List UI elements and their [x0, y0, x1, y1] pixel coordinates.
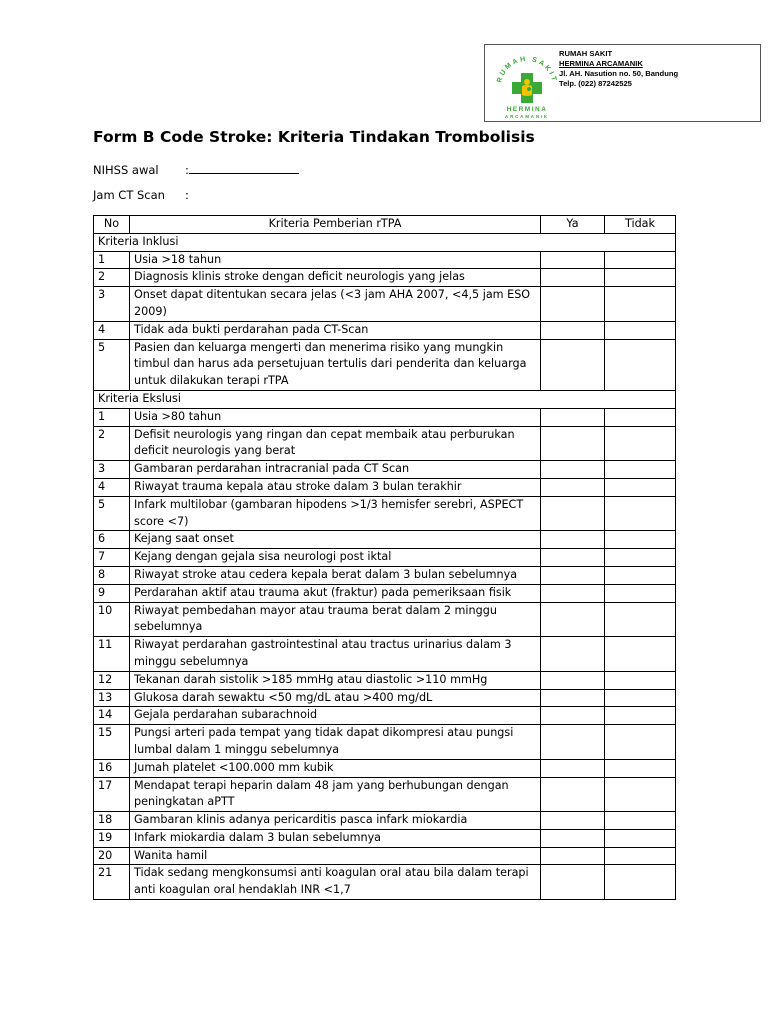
ya-checkbox-cell[interactable] [541, 496, 605, 531]
criteria-text: Kejang dengan gejala sisa neurologi post iktal [130, 549, 541, 567]
ya-checkbox-cell[interactable] [541, 602, 605, 637]
exclusion-row [94, 426, 676, 461]
row-number: 8 [94, 566, 130, 584]
row-number: 16 [94, 759, 130, 777]
ya-checkbox-cell[interactable] [541, 847, 605, 865]
exclusion-row [94, 496, 676, 531]
ya-checkbox-cell[interactable] [541, 566, 605, 584]
tidak-checkbox-cell[interactable] [605, 478, 676, 496]
logo-arcamanik-text: ARCAMANIK [505, 114, 549, 119]
row-number: 2 [94, 426, 130, 461]
row-number: 1 [94, 251, 130, 269]
ya-checkbox-cell[interactable] [541, 426, 605, 461]
row-number: 21 [94, 865, 130, 900]
criteria-text: Tidak ada bukti perdarahan pada CT-Scan [130, 321, 541, 339]
ya-checkbox-cell[interactable] [541, 287, 605, 322]
tidak-checkbox-cell[interactable] [605, 671, 676, 689]
criteria-text: Usia >80 tahun [130, 408, 541, 426]
criteria-text: Pasien dan keluarga mengerti dan menerima risiko yang mungkin timbul dan harus ada persetujuan tertulis dari penderita dan keluarga untuk dilakukan terapi rTPA [130, 339, 541, 390]
hospital-phone: Telp. (022) 87242525 [559, 79, 632, 88]
header-ya: Ya [541, 216, 605, 234]
nihss-input-line[interactable] [189, 161, 299, 174]
header-criteria: Kriteria Pemberian rTPA [130, 216, 541, 234]
ya-checkbox-cell[interactable] [541, 584, 605, 602]
criteria-text: Infark miokardia dalam 3 bulan sebelumnya [130, 829, 541, 847]
category-row [94, 233, 676, 251]
criteria-table-body [94, 233, 676, 899]
tidak-checkbox-cell[interactable] [605, 847, 676, 865]
criteria-table [93, 215, 676, 900]
inclusion-row [94, 269, 676, 287]
ya-checkbox-cell[interactable] [541, 321, 605, 339]
row-number: 3 [94, 287, 130, 322]
exclusion-row [94, 531, 676, 549]
criteria-text: Jumah platelet <100.000 mm kubik [130, 759, 541, 777]
row-number: 10 [94, 602, 130, 637]
criteria-text: Kejang saat onset [130, 531, 541, 549]
ct-scan-field [93, 188, 189, 202]
category-title: Kriteria Inklusi [94, 233, 676, 251]
criteria-text: Glukosa darah sewaktu <50 mg/dL atau >400 mg/dL [130, 689, 541, 707]
row-number: 14 [94, 707, 130, 725]
tidak-checkbox-cell[interactable] [605, 777, 676, 812]
row-number: 4 [94, 478, 130, 496]
criteria-text: Perdarahan aktif atau trauma akut (fraktur) pada pemeriksaan fisik [130, 584, 541, 602]
tidak-checkbox-cell[interactable] [605, 531, 676, 549]
exclusion-row [94, 777, 676, 812]
inclusion-row [94, 321, 676, 339]
table-header-row [94, 216, 676, 234]
tidak-checkbox-cell[interactable] [605, 602, 676, 637]
row-number: 18 [94, 812, 130, 830]
tidak-checkbox-cell[interactable] [605, 759, 676, 777]
row-number: 15 [94, 725, 130, 760]
exclusion-row [94, 759, 676, 777]
row-number: 20 [94, 847, 130, 865]
row-number: 12 [94, 671, 130, 689]
ya-checkbox-cell[interactable] [541, 637, 605, 672]
exclusion-row [94, 829, 676, 847]
ya-checkbox-cell[interactable] [541, 461, 605, 479]
tidak-checkbox-cell[interactable] [605, 408, 676, 426]
ya-checkbox-cell[interactable] [541, 812, 605, 830]
row-number: 3 [94, 461, 130, 479]
exclusion-row [94, 566, 676, 584]
exclusion-row [94, 671, 676, 689]
category-row [94, 390, 676, 408]
ya-checkbox-cell[interactable] [541, 269, 605, 287]
hospital-name: HERMINA ARCAMANIK [559, 59, 643, 68]
tidak-checkbox-cell[interactable] [605, 461, 676, 479]
exclusion-row [94, 812, 676, 830]
nihss-field [93, 161, 299, 177]
logo-ring-text: RUMAH SAKIT [496, 55, 558, 84]
tidak-checkbox-cell[interactable] [605, 689, 676, 707]
tidak-checkbox-cell[interactable] [605, 496, 676, 531]
ct-scan-label: Jam CT Scan [93, 188, 165, 202]
exclusion-row [94, 865, 676, 900]
exclusion-row [94, 549, 676, 567]
tidak-checkbox-cell[interactable] [605, 321, 676, 339]
criteria-text: Gejala perdarahan subarachnoid [130, 707, 541, 725]
ya-checkbox-cell[interactable] [541, 408, 605, 426]
criteria-text: Pungsi arteri pada tempat yang tidak dapat dikompresi atau pungsi lumbal dalam 1 minggu sebelumnya [130, 725, 541, 760]
tidak-checkbox-cell[interactable] [605, 707, 676, 725]
inclusion-row [94, 251, 676, 269]
criteria-text: Riwayat perdarahan gastrointestinal atau tractus urinarius dalam 3 minggu sebelumnya [130, 637, 541, 672]
tidak-checkbox-cell[interactable] [605, 584, 676, 602]
row-number: 11 [94, 637, 130, 672]
exclusion-row [94, 637, 676, 672]
criteria-text: Onset dapat ditentukan secara jelas (<3 jam AHA 2007, <4,5 jam ESO 2009) [130, 287, 541, 322]
ya-checkbox-cell[interactable] [541, 689, 605, 707]
tidak-checkbox-cell[interactable] [605, 812, 676, 830]
row-number: 4 [94, 321, 130, 339]
exclusion-row [94, 584, 676, 602]
tidak-checkbox-cell[interactable] [605, 251, 676, 269]
row-number: 1 [94, 408, 130, 426]
tidak-checkbox-cell[interactable] [605, 566, 676, 584]
logo-hermina-text: HERMINA [506, 106, 548, 113]
exclusion-row [94, 408, 676, 426]
criteria-text: Diagnosis klinis stroke dengan deficit neurologis yang jelas [130, 269, 541, 287]
exclusion-row [94, 847, 676, 865]
criteria-text: Gambaran perdarahan intracranial pada CT Scan [130, 461, 541, 479]
row-number: 13 [94, 689, 130, 707]
nihss-label: NIHSS awal [93, 163, 159, 177]
ya-checkbox-cell[interactable] [541, 707, 605, 725]
tidak-checkbox-cell[interactable] [605, 637, 676, 672]
exclusion-row [94, 602, 676, 637]
hospital-header [484, 44, 761, 122]
ya-checkbox-cell[interactable] [541, 829, 605, 847]
inclusion-row [94, 339, 676, 390]
criteria-text: Mendapat terapi heparin dalam 48 jam yang berhubungan dengan peningkatan aPTT [130, 777, 541, 812]
ya-checkbox-cell[interactable] [541, 251, 605, 269]
hospital-info [559, 49, 759, 89]
exclusion-row [94, 725, 676, 760]
criteria-text: Tekanan darah sistolik >185 mmHg atau diastolic >110 mmHg [130, 671, 541, 689]
row-number: 19 [94, 829, 130, 847]
exclusion-row [94, 689, 676, 707]
tidak-checkbox-cell[interactable] [605, 829, 676, 847]
tidak-checkbox-cell[interactable] [605, 287, 676, 322]
row-number: 7 [94, 549, 130, 567]
criteria-text: Wanita hamil [130, 847, 541, 865]
hospital-address: Jl. AH. Nasution no. 50, Bandung [559, 69, 679, 78]
criteria-text: Defisit neurologis yang ringan dan cepat membaik atau perburukan deficit neurologis yang berat [130, 426, 541, 461]
criteria-text: Infark multilobar (gambaran hipodens >1/3 hemisfer serebri, ASPECT score <7) [130, 496, 541, 531]
ya-checkbox-cell[interactable] [541, 531, 605, 549]
tidak-checkbox-cell[interactable] [605, 269, 676, 287]
criteria-text: Riwayat pembedahan mayor atau trauma berat dalam 2 minggu sebelumnya [130, 602, 541, 637]
ya-checkbox-cell[interactable] [541, 759, 605, 777]
tidak-checkbox-cell[interactable] [605, 549, 676, 567]
header-no: No [94, 216, 130, 234]
criteria-text: Usia >18 tahun [130, 251, 541, 269]
criteria-text: Gambaran klinis adanya pericarditis pasca infark miokardia [130, 812, 541, 830]
ya-checkbox-cell[interactable] [541, 549, 605, 567]
ya-checkbox-cell[interactable] [541, 339, 605, 390]
criteria-text: Riwayat trauma kepala atau stroke dalam 3 bulan terakhir [130, 478, 541, 496]
tidak-checkbox-cell[interactable] [605, 339, 676, 390]
ya-checkbox-cell[interactable] [541, 478, 605, 496]
nihss-separator: : [185, 163, 189, 177]
ct-scan-separator: : [185, 188, 189, 202]
row-number: 2 [94, 269, 130, 287]
exclusion-row [94, 478, 676, 496]
ya-checkbox-cell[interactable] [541, 671, 605, 689]
exclusion-row [94, 461, 676, 479]
ya-checkbox-cell[interactable] [541, 865, 605, 900]
tidak-checkbox-cell[interactable] [605, 725, 676, 760]
row-number: 5 [94, 339, 130, 390]
criteria-text: Riwayat stroke atau cedera kepala berat dalam 3 bulan sebelumnya [130, 566, 541, 584]
exclusion-row [94, 707, 676, 725]
row-number: 5 [94, 496, 130, 531]
hospital-type: RUMAH SAKIT [559, 49, 613, 58]
header-tidak: Tidak [605, 216, 676, 234]
category-title: Kriteria Ekslusi [94, 390, 676, 408]
row-number: 17 [94, 777, 130, 812]
ya-checkbox-cell[interactable] [541, 777, 605, 812]
row-number: 6 [94, 531, 130, 549]
ya-checkbox-cell[interactable] [541, 725, 605, 760]
hospital-logo [491, 47, 563, 119]
tidak-checkbox-cell[interactable] [605, 865, 676, 900]
inclusion-row [94, 287, 676, 322]
form-title: Form B Code Stroke: Kriteria Tindakan Trombolisis [93, 128, 535, 146]
row-number: 9 [94, 584, 130, 602]
tidak-checkbox-cell[interactable] [605, 426, 676, 461]
criteria-text: Tidak sedang mengkonsumsi anti koagulan oral atau bila dalam terapi anti koagulan oral hendaklah INR <1,7 [130, 865, 541, 900]
